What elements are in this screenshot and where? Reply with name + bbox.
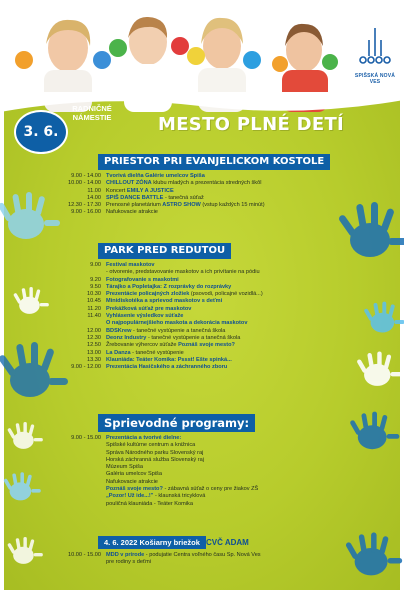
program-time: 11.20	[87, 305, 101, 312]
program-description	[106, 342, 362, 349]
program-description	[106, 298, 362, 305]
program-row	[52, 552, 362, 559]
program-time	[52, 464, 106, 471]
program-highlight: „Pozor! Už ide...!"	[106, 493, 154, 500]
city-logo-text: SPIŠSKÁ NOVÁ VES	[354, 73, 396, 85]
bottom-date-place: 4. 6. 2022 Košiarny briežok	[98, 536, 206, 549]
program-text: - zábavná súťaž o ceny pre žiakov ZŠ	[162, 486, 259, 493]
program-text: - otvorenie, predstavovanie maskotov a ich privítanie na pódiu	[106, 269, 260, 276]
program-description	[106, 464, 362, 471]
program-row	[52, 364, 362, 371]
program-description	[106, 471, 362, 478]
program-time: 12.30	[87, 334, 101, 341]
program-row	[52, 493, 362, 500]
program-time: 13.30	[87, 356, 101, 363]
program-time: 10.00 - 15.00	[68, 552, 101, 558]
program-text: Nafukovacie atrakcie	[106, 209, 158, 216]
program-highlight: Fotografovanie s maskotmi	[106, 276, 179, 283]
program-row	[52, 479, 362, 486]
program-description	[106, 486, 362, 493]
program-description	[106, 501, 362, 508]
program-text: pre rodiny s deťmi	[106, 559, 152, 566]
program-time: 9.50	[90, 283, 101, 290]
program-row	[52, 291, 362, 298]
program-description	[106, 357, 362, 364]
city-logo-icon	[357, 26, 393, 66]
program-highlight: Klauniáda: Teáter Komika: Pssst! Ešte spinká...	[106, 356, 232, 363]
poster-title: MESTO PLNÉ DETÍ	[158, 114, 345, 135]
program-time: 12.00	[87, 327, 101, 334]
program-time: 14.00	[87, 194, 101, 201]
program-time	[52, 442, 106, 449]
program-time	[52, 479, 106, 486]
program-description	[106, 450, 362, 457]
program-time	[52, 457, 106, 464]
program-highlight: EMILY A JUSTICE	[126, 187, 174, 194]
program-highlight: O najpopulárnejšieho maskota a dekorácia maskotov	[106, 320, 248, 327]
program-description	[106, 493, 362, 500]
program-highlight: CHILLOUT ZÓNA	[106, 180, 152, 187]
section-rows-1	[52, 173, 362, 217]
city-logo	[352, 26, 398, 90]
program-description	[106, 328, 362, 335]
program-highlight: Minidiskotéka a sprievod maskotov s deťmi	[106, 298, 223, 305]
program-description	[106, 479, 362, 486]
program-row	[52, 262, 362, 269]
program-time: 10.00 - 14.00	[68, 180, 101, 187]
program-highlight: BDSKrew	[106, 327, 132, 334]
program-time: 12.50	[87, 342, 101, 349]
program-time: 9.00 - 12.00	[71, 364, 101, 371]
program-description	[106, 269, 362, 276]
hand-print-decoration	[10, 285, 50, 321]
program-row	[52, 350, 362, 357]
program-description	[106, 442, 362, 449]
program-description	[106, 435, 362, 442]
program-time: 9.00 - 16.00	[71, 209, 101, 216]
place-label	[62, 104, 122, 122]
program-description	[106, 209, 362, 216]
program-row	[52, 298, 362, 305]
program-row	[52, 435, 362, 442]
program-description	[106, 559, 362, 566]
section-rows-2	[52, 262, 362, 371]
program-text: - tanečné vystúpenie a tanečná škola	[146, 334, 241, 341]
program-text: Správa Národného parku Slovenský raj	[106, 449, 204, 456]
hand-print-decoration	[4, 420, 44, 456]
program-row	[52, 457, 362, 464]
program-time: 9.00 - 15.00	[71, 435, 101, 441]
program-highlight: ASTRO SHOW	[162, 202, 201, 209]
program-text: - tanečné vystúpenie a tanečná škola	[131, 327, 226, 334]
program-row	[52, 442, 362, 449]
program-row	[52, 357, 362, 364]
program-highlight: Poznáš svoje mesto?	[106, 486, 163, 493]
section-heading-evanjelicky-kostol: PRIESTOR PRI EVANJELICKOM KOSTOLE	[98, 154, 330, 170]
program-description	[106, 262, 362, 269]
partner-logo: CVČ ADAM	[206, 538, 249, 547]
program-row	[52, 180, 362, 187]
program-highlight: Prezentácia a tvorivé dielne:	[106, 435, 182, 441]
program-row	[52, 269, 362, 276]
program-description	[106, 291, 362, 298]
program-time	[52, 450, 106, 457]
program-row	[52, 306, 362, 313]
program-time	[52, 501, 106, 508]
program-description	[106, 284, 362, 291]
program-row	[52, 559, 362, 566]
program-row	[52, 320, 362, 327]
program-row	[52, 313, 362, 320]
program-row	[52, 501, 362, 508]
program-row	[52, 209, 362, 216]
program-time: 10.30	[87, 291, 101, 298]
program-highlight: SPIŠ DANCE BATTLE	[106, 194, 164, 201]
section-heading-park-pred-redutou: PARK PRED REDUTOU	[98, 243, 231, 259]
program-text: Horská záchranná služba Slovenský raj	[106, 456, 204, 463]
program-row	[52, 471, 362, 478]
program-highlight: Vyhlásenie výsledkov súťaže	[106, 313, 184, 320]
program-text: (psovodi, policajné vozidlá...)	[189, 291, 263, 298]
program-description	[106, 277, 362, 284]
hand-print-decoration	[360, 300, 404, 340]
program-row	[52, 202, 362, 209]
program-time	[52, 320, 106, 327]
program-time	[52, 269, 106, 276]
program-description	[106, 457, 362, 464]
date-badge: 3. 6.	[14, 110, 68, 154]
bottom-rows	[52, 552, 362, 567]
program-row	[52, 342, 362, 349]
program-time: 9.00	[90, 262, 101, 268]
program-text: klubu mladých a prezentácia stredných škôl	[151, 180, 262, 187]
program-text: - tanečná súťaž	[163, 194, 204, 201]
program-description	[106, 195, 362, 202]
program-time	[52, 471, 106, 478]
hand-print-decoration	[4, 535, 44, 571]
program-row	[52, 188, 362, 195]
program-time: 12.30 - 17.30	[68, 202, 101, 209]
program-highlight: MDD v prírode	[106, 552, 145, 558]
program-highlight: Deonz Industry	[106, 334, 147, 341]
program-time: 13.00	[87, 349, 101, 356]
program-text: Nafukovacie atrakcie	[106, 478, 158, 485]
program-text: - tanečné vystúpenie	[130, 349, 184, 356]
program-row	[52, 284, 362, 291]
program-text: pouličná klauniáda - Teáter Komika	[106, 500, 193, 507]
program-text: Koncert	[106, 187, 127, 194]
program-time: 10.45	[87, 298, 101, 305]
program-description	[106, 180, 362, 187]
program-row	[52, 277, 362, 284]
program-text: Prenosné planetárium	[106, 202, 163, 209]
program-highlight: Prezentácie policajných zložiek	[106, 291, 190, 298]
program-highlight: Festival maskotov	[106, 262, 155, 268]
program-row	[52, 486, 362, 493]
program-highlight: Poznáš svoje mesto?	[178, 342, 235, 349]
program-row	[52, 450, 362, 457]
program-time	[52, 486, 106, 493]
program-description	[106, 202, 362, 209]
section-heading-sprievodne-programy: Sprievodné programy:	[98, 414, 255, 432]
program-description	[106, 306, 362, 313]
program-time	[52, 493, 106, 500]
program-highlight: Tárajko a Popletajka: Z rozprávky do rozprávky	[106, 283, 232, 290]
program-row	[52, 328, 362, 335]
section-rows-3	[52, 435, 362, 508]
program-text: Žrebovanie výhercov súťaže	[106, 342, 179, 349]
program-description	[106, 552, 362, 559]
program-text: Múzeum Spiša	[106, 464, 143, 471]
place-line-2: NÁMESTIE	[72, 113, 112, 122]
program-highlight: Tvorivá dielňa Galérie umelcov Spiša	[106, 173, 205, 179]
program-time: 11.40	[87, 313, 101, 320]
program-text: Galéria umelcov Spiša	[106, 471, 162, 478]
program-description	[106, 364, 362, 371]
place-line-1: RADNIČNÉ	[72, 104, 112, 113]
program-highlight: Prezentácia Hasičského a záchranného zboru	[106, 364, 228, 371]
hand-print-decoration	[0, 470, 42, 508]
program-text: - podujatie Centra voľného času Sp. Nová Ves	[144, 552, 261, 558]
program-row	[52, 195, 362, 202]
program-time	[52, 559, 106, 566]
program-text: (vstup každých 15 minút)	[200, 202, 265, 209]
program-description	[106, 313, 362, 320]
program-description	[106, 188, 362, 195]
program-highlight: La Danza	[106, 349, 131, 356]
program-text: Spišské kultúrne centrum a knižnica	[106, 442, 196, 449]
program-text: - klaunská tricyklová	[153, 493, 206, 500]
program-description	[106, 320, 362, 327]
program-time: 11.00	[87, 187, 101, 194]
program-row	[52, 464, 362, 471]
program-description	[106, 350, 362, 357]
program-highlight: Prekážková súťaž pre maskotov	[106, 305, 192, 312]
program-time: 9.20	[90, 276, 101, 283]
program-time: 9.00 - 14.00	[71, 173, 101, 179]
